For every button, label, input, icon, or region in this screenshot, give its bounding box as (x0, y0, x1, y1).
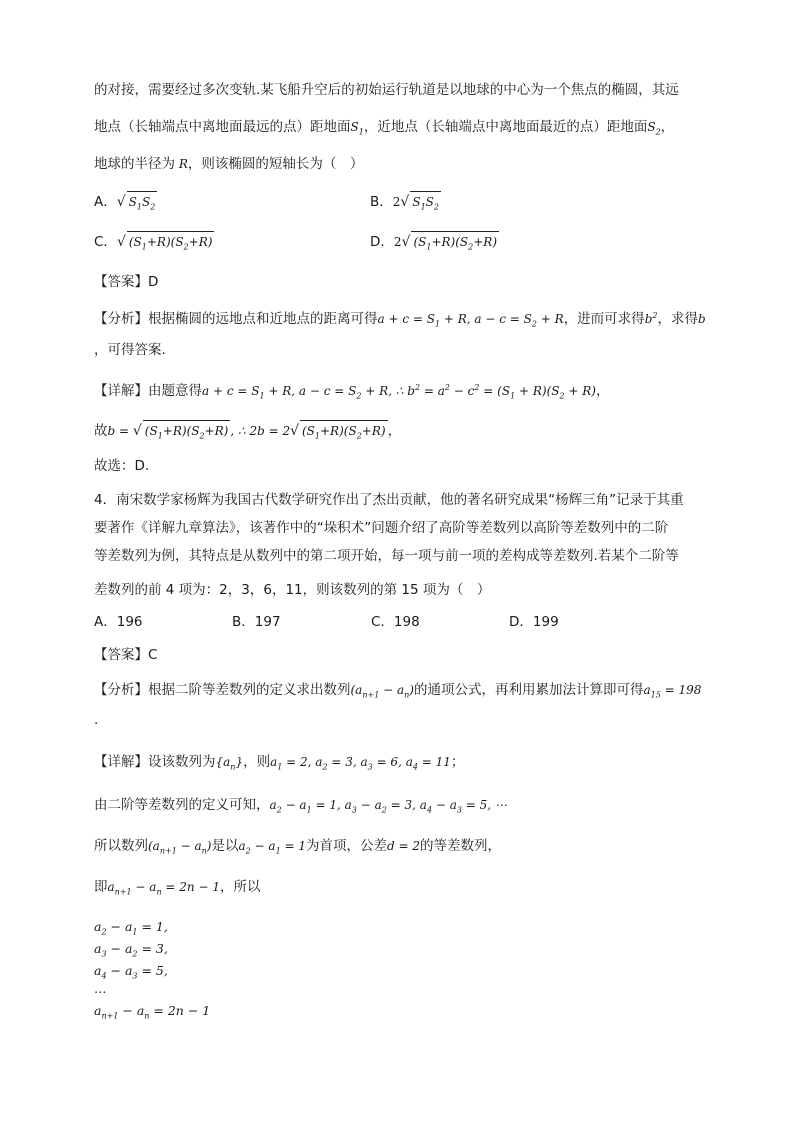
q3-analysis-line-2: ，可得答案. (94, 342, 166, 358)
q4-option-d: D．199 (509, 614, 559, 630)
analysis-text: ，求得 (657, 311, 698, 327)
math-analysis-eq: $a + c = S_1 + R$, $a - c = S_2 + R$ (377, 312, 564, 329)
math-seq: $\{a_n\}$ (215, 755, 244, 772)
answer-value: C (148, 647, 158, 663)
q3-answer (94, 272, 158, 292)
math-d: d = 2 (387, 839, 420, 853)
math-first-diff: $a_2 - a_1 = 1$ (238, 839, 306, 856)
q4-stem-line-3: 等差数列为例，其特点是从数列中的第二项开始，每一项与前一项的差构成等差数列.若某个二阶等 (94, 548, 679, 564)
q3-option-c: C．√ $(S_1+R)(S_2+R)$ (94, 231, 214, 257)
q3-stem-text: ，则该椭圆的短轴长为（ ） (187, 156, 364, 172)
analysis-tag: 【分析】 (94, 311, 148, 327)
q4-option-c: C．198 (371, 614, 420, 630)
detail-text: 所以数列 (94, 838, 148, 854)
q3-analysis-line-1 (94, 306, 706, 334)
math-s1: $S_1$ (350, 120, 364, 137)
detail-tag: 【详解】 (94, 754, 148, 770)
q4-detail-line-2 (94, 795, 507, 820)
detail-text: ； (450, 754, 465, 770)
math-detail-eq-3: , ∴ 2b = 2 (230, 424, 291, 438)
detail-text: ，则 (243, 754, 271, 770)
math-eq-dots: … (94, 981, 107, 996)
option-label: C． (94, 234, 117, 250)
answer-tag: 【答案】 (94, 274, 148, 290)
math-sqrt: $(S_1+R)(S_2+R)$ (143, 420, 231, 446)
math-b2: $b^2$ (644, 311, 658, 326)
answer-value: D (148, 274, 159, 290)
math-option-d: $(S_1+R)(S_2+R)$ (411, 231, 499, 257)
option-label: D． (370, 234, 394, 250)
math-detail-eq-2: b = (107, 424, 133, 438)
detail-text: ，所以 (219, 879, 261, 895)
detail-text: 由题意得 (148, 383, 202, 399)
detail-text: 故 (94, 423, 108, 439)
math-eq-row-3: $a_4 - a_3 = 5$, (94, 963, 168, 981)
analysis-text: ，进而可求得 (563, 311, 645, 327)
q3-final: 故选：D. (94, 458, 150, 474)
detail-text: 是以 (211, 838, 239, 854)
math-sqrt: $(S_1+R)(S_2+R)$ (300, 420, 388, 446)
math-option-c: $(S_1+R)(S_2+R)$ (127, 231, 215, 257)
q4-stem-line-2: 要著作《详解九章算法》，该著作中的“垛积术”问题介绍了高阶等差数列以高阶等差数列中的二阶 (94, 520, 669, 536)
option-label: B． (370, 194, 393, 210)
q3-option-a: A．√ $S_1S_2$ (94, 191, 157, 217)
q4-analysis-line-1 (94, 680, 701, 705)
math-seq-diff: $(a_{n+1} - a_n)$ (350, 683, 414, 700)
math-a15: $a_{15} = 198$ (643, 683, 702, 700)
math-eq-row-2: $a_3 - a_2 = 3$, (94, 941, 168, 959)
q4-option-b: B．197 (232, 614, 281, 630)
q3-detail-line-1: 【详解】由题意得$a + c = S_1 + R$, $a - c = S_2 + R$, ∴ $b^2 = a^2 - c^2 = (S_1 + R)(S_2 + R)$， (94, 383, 610, 401)
q4-stem-line-1: 4．南宋数学家杨辉为我国古代数学研究作出了杰出贡献，他的著名研究成果“杨辉三角”记录于其重 (94, 492, 684, 508)
q3-stem-text: 地点（长轴端点中离地面最远的点）距地面 (94, 119, 351, 135)
q4-analysis-line-2: . (94, 712, 99, 728)
q3-stem-text: ，近地点（长轴端点中离地面最近的点）距地面 (363, 119, 648, 135)
math-option-b: $S_1S_2$ (410, 191, 441, 217)
detail-text: 设该数列为 (148, 754, 216, 770)
detail-text: 由二阶等差数列的定义可知， (94, 797, 270, 813)
q4-answer (94, 645, 157, 665)
math-s2: $S_2$ (647, 120, 661, 137)
answer-tag: 【答案】 (94, 647, 148, 663)
math-detail-eq-1: $a + c = S_1 + R$, $a - c = S_2 + R$, ∴ $b^2 = a^2 - c^2 = (S_1 + R)(S_2 + R)$ (202, 383, 596, 401)
analysis-tag: 【分析】 (94, 682, 148, 698)
q3-stem-text: 地球的半径为 (94, 156, 175, 172)
detail-text: 为首项，公差 (306, 838, 387, 854)
math-eq-row-1: $a_2 - a_1 = 1$, (94, 919, 168, 937)
q3-option-d: D．2√ $(S_1+R)(S_2+R)$ (370, 231, 499, 257)
detail-text: 的等差数列， (420, 838, 501, 854)
q3-stem-line-1: 的对接，需要经过多次变轨.某飞船升空后的初始运行轨道是以地球的中心为一个焦点的椭圆，其远 (94, 82, 679, 98)
analysis-text: 根据椭圆的远地点和近地点的距离可得 (148, 311, 378, 327)
q4-stem-line-4: 差数列的前 4 项为：2，3，6，11，则该数列的第 15 项为（ ） (94, 582, 491, 598)
analysis-text: 根据二阶等差数列的定义求出数列 (148, 682, 351, 698)
q4-detail-line-1 (94, 752, 464, 777)
q4-detail-line-3 (94, 836, 501, 861)
q3-stem-line-3 (94, 154, 363, 174)
option-label: A． (94, 194, 117, 210)
math-general-diff: $a_{n+1} - a_n = 2n - 1$ (107, 880, 220, 897)
q4-detail-line-4 (94, 877, 260, 902)
math-eq-row-last: $a_{n+1} - a_n = 2n - 1$ (94, 1003, 211, 1021)
math-seq-diff: $(a_{n+1} - a_n)$ (148, 839, 212, 856)
math-diffs: $a_2 - a_1 = 1$, $a_3 - a_2 = 3$, $a_4 - a_3 = 5$, ⋯ (269, 798, 507, 815)
detail-tag: 【详解】 (94, 383, 148, 399)
analysis-text: 的通项公式，再利用累加法计算即可得 (413, 682, 644, 698)
math-first-terms: $a_1 = 2$, $a_2 = 3$, $a_3 = 6$, $a_4 = 11$ (270, 755, 451, 772)
q3-stem-text: ， (660, 119, 675, 135)
q4-option-a: A．196 (94, 614, 143, 630)
q3-stem-line-2 (94, 117, 674, 142)
detail-text: 即 (94, 879, 108, 895)
q3-detail-line-2: 故b = √ $(S_1+R)(S_2+R)$ , ∴ 2b = 2√ $(S_1+R)(S_2+R)$ ， (94, 420, 401, 446)
math-r: R (175, 157, 188, 171)
math-option-a: $S_1S_2$ (127, 191, 158, 217)
math-b: b (697, 312, 706, 326)
q3-option-b: B．2√ $S_1S_2$ (370, 191, 441, 217)
